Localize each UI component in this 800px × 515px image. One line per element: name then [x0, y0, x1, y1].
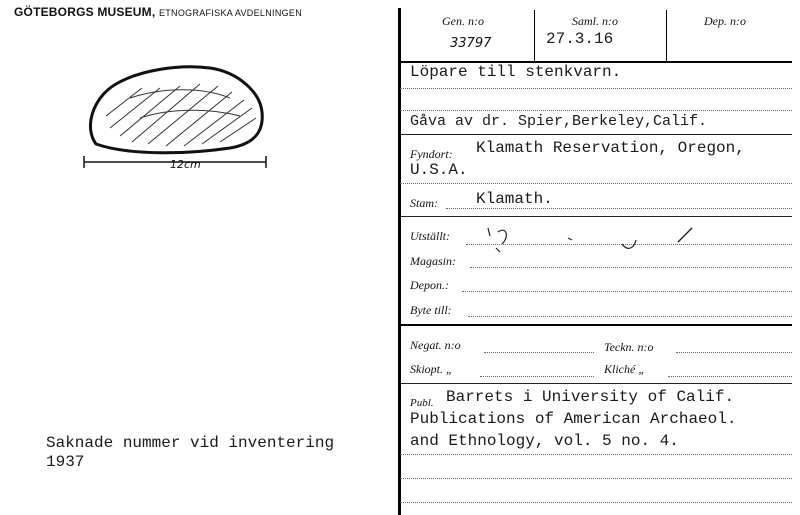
- rule-negat: [400, 383, 792, 384]
- dotted-rule: [480, 376, 594, 377]
- rule-byte: [400, 324, 792, 326]
- utstallt-label: Utställt:: [410, 229, 451, 243]
- dotted-rule: [400, 110, 792, 111]
- box-divider-2: [666, 10, 667, 62]
- museum-name: GÖTEBORGS MUSEUM,: [14, 5, 156, 19]
- handwritten-marks: [480, 222, 710, 258]
- dotted-rule: [400, 88, 792, 89]
- scale-label: 12cm: [170, 158, 201, 171]
- dotted-rule: [484, 352, 594, 353]
- description-text: Löpare till stenkvarn.: [410, 63, 622, 81]
- publ-line1: Barrets i University of Calif.: [446, 388, 735, 406]
- depon-label: Depon.:: [410, 278, 449, 292]
- saml-value: 27.3.16: [546, 30, 614, 48]
- gift-text: Gåva av dr. Spier,Berkeley,Calif.: [410, 113, 708, 130]
- publ-label: Publ.: [410, 397, 434, 409]
- publ-line2: Publications of American Archaeol.: [410, 410, 737, 428]
- fyndort-line1: Klamath Reservation, Oregon,: [476, 139, 745, 157]
- byte-label: Byte till:: [410, 303, 452, 317]
- fyndort-line2: U.S.A.: [410, 161, 468, 179]
- box-divider-1: [534, 10, 535, 62]
- stam-value: Klamath.: [476, 190, 553, 208]
- dotted-rule: [400, 478, 792, 479]
- gen-label: Gen. n:o: [442, 14, 484, 28]
- inventory-note-line1: Saknade nummer vid inventering: [46, 434, 335, 452]
- column-divider: [398, 8, 401, 515]
- negat-label: Negat. n:o: [410, 338, 461, 352]
- dotted-rule: [462, 291, 792, 292]
- dotted-rule: [400, 502, 792, 503]
- department-name: ETNOGRAFISKA AVDELNINGEN: [158, 8, 303, 18]
- dotted-rule: [400, 183, 792, 184]
- dotted-rule: [468, 316, 792, 317]
- fyndort-label: Fyndort:: [410, 147, 453, 161]
- dotted-rule: [676, 352, 792, 353]
- skiopt-label: Skiopt. „: [410, 362, 453, 376]
- gen-value: 33797: [450, 36, 492, 51]
- dotted-rule: [668, 376, 792, 377]
- publ-line3: and Ethnology, vol. 5 no. 4.: [410, 432, 679, 450]
- rule-gift: [400, 134, 792, 135]
- saml-label: Saml. n:o: [572, 14, 618, 28]
- card-header: [14, 5, 302, 19]
- kliche-label: Kliché „: [604, 362, 645, 376]
- rule-stam: [400, 216, 792, 217]
- stam-label: Stam:: [410, 196, 438, 210]
- dotted-rule: [470, 267, 792, 268]
- dotted-rule: [446, 208, 792, 209]
- magasin-label: Magasin:: [410, 254, 456, 268]
- inventory-note-line2: 1937: [46, 453, 85, 471]
- dotted-rule: [400, 454, 792, 455]
- teckn-label: Teckn. n:o: [604, 340, 654, 354]
- dep-label: Dep. n:o: [704, 14, 746, 28]
